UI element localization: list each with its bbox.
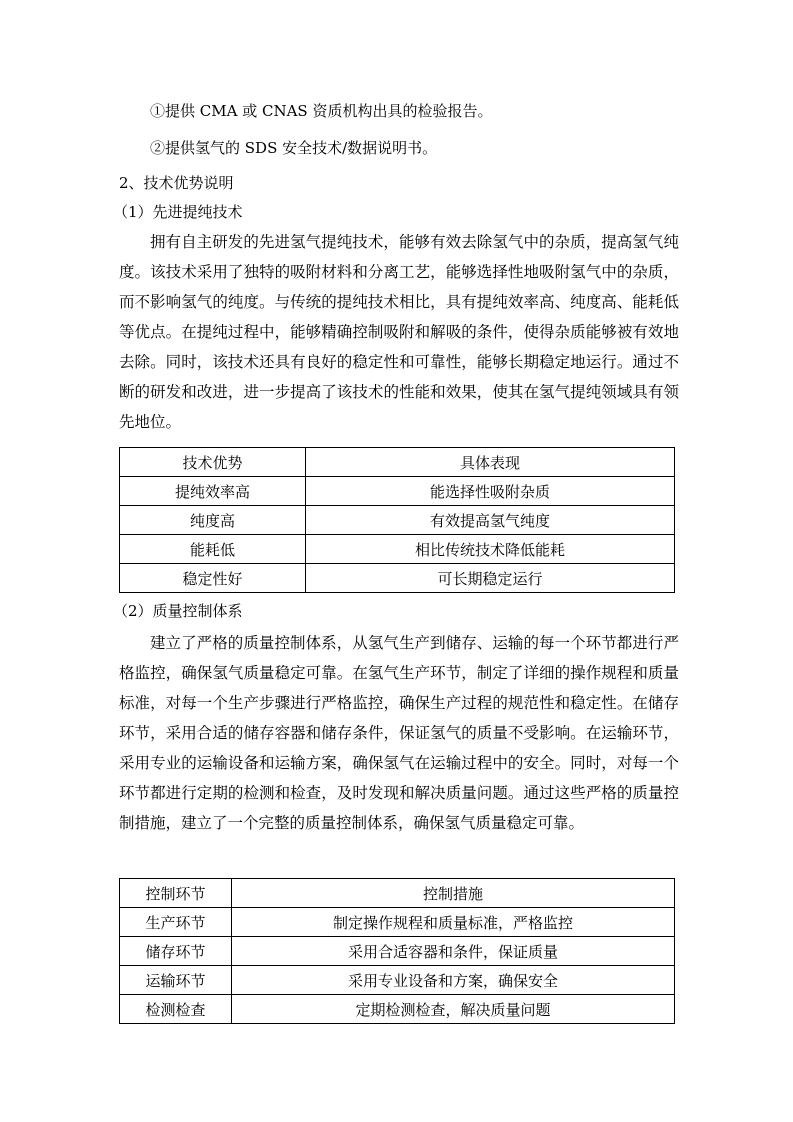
section-heading: 2、技术优势说明 [119,174,234,192]
table-cell: 提纯效率高 [120,477,306,506]
paragraph-quality-control: 建立了严格的质量控制体系，从氢气生产到储存、运输的每一个环节都进行严格监控，确保氢气质量稳定可靠。在氢气生产环节，制定了详细的操作规程和质量标准，对每一个生产步骤进行严格监控，确保生产过程的规范性和稳定性。在储存环节，采用合适的储存容器和储存条件，保证氢气的质量不受影响。在运输环节，采用专业的运输设备和运输方案，确保氢气在运输过程中的安全。同时，对每一个环节都进行定期的检测和检查，及时发现和解决质量问题。通过这些严格的质量控制措施，建立了一个完整的质量控制体系，确保氢气质量稳定可靠。 [119,634,679,832]
table-cell: 纯度高 [120,506,306,535]
table-cell: 制定操作规程和质量标准，严格监控 [232,908,675,937]
subsection-heading-2: （2）质量控制体系 [113,602,243,620]
table-header-cell: 控制措施 [232,879,675,908]
table-cell: 可长期稳定运行 [306,564,675,593]
table-cell: 有效提高氢气纯度 [306,506,675,535]
table-header-row [120,879,675,908]
table-cell: 采用合适容器和条件，保证质量 [232,937,675,966]
table-header-cell: 具体表现 [306,448,675,477]
subsection-heading-1: （1）先进提纯技术 [113,203,243,221]
paragraph-purification: 拥有自主研发的先进氢气提纯技术，能够有效去除氢气中的杂质，提高氢气纯度。该技术采用了独特的吸附材料和分离工艺，能够选择性地吸附氢气中的杂质，而不影响氢气的纯度。与传统的提纯技术相比，具有提纯效率高、纯度高、能耗低等优点。在提纯过程中，能够精确控制吸附和解吸的条件，使得杂质能够被有效地去除。同时，该技术还具有良好的稳定性和可靠性，能够长期稳定地运行。通过不断的研发和改进，进一步提高了该技术的性能和效果，使其在氢气提纯领域具有领先地位。 [119,233,679,431]
table-row [120,995,675,1024]
table-header-row [120,448,675,477]
table-header-cell: 控制环节 [120,879,232,908]
table-cell: 运输环节 [120,966,232,995]
table-cell: 能耗低 [120,535,306,564]
table-row [120,506,675,535]
table-row [120,564,675,593]
table-cell: 定期检测检查，解决质量问题 [232,995,675,1024]
requirement-item-2: ②提供氢气的 SDS 安全技术/数据说明书。 [150,139,438,157]
table-cell: 生产环节 [120,908,232,937]
table-header-cell: 技术优势 [120,448,306,477]
table-row [120,535,675,564]
table-cell: 稳定性好 [120,564,306,593]
table-row [120,477,675,506]
table-cell: 储存环节 [120,937,232,966]
table-row [120,937,675,966]
table-cell: 相比传统技术降低能耗 [306,535,675,564]
table-row [120,908,675,937]
advantages-table [119,447,675,593]
table-cell: 采用专业设备和方案，确保安全 [232,966,675,995]
table-cell: 检测检查 [120,995,232,1024]
table-cell: 能选择性吸附杂质 [306,477,675,506]
quality-control-table [119,878,675,1024]
requirement-item-1: ①提供 CMA 或 CNAS 资质机构出具的检验报告。 [150,102,493,120]
table-row [120,966,675,995]
